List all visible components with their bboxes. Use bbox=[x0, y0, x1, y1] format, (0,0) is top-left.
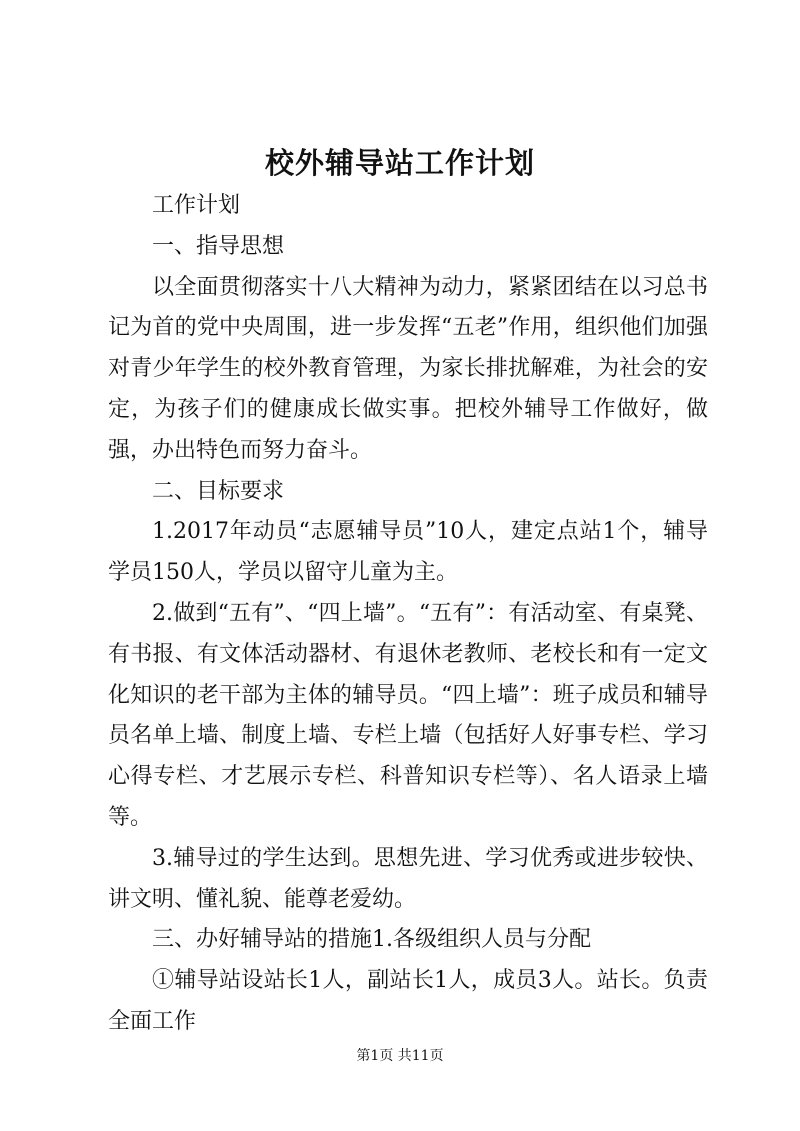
paragraph-guiding-ideology: 以全面贯彻落实十八大精神为动力，紧紧团结在以习总书记为首的党中央周围，进一步发挥“五老”作用，组织他们加强对青少年学生的校外教育管理，为家长排扰解难，为社会的安定，为孩子们的健康成长做实事。把校外辅导工作做好，做强，办出特色而努力奋斗。 bbox=[108, 274, 708, 463]
document-body bbox=[108, 186, 708, 1043]
section-heading-guiding-ideology: 一、指导思想 bbox=[152, 233, 285, 259]
paragraph-goal-3: 3.辅导过的学生达到。思想先进、学习优秀或进步较快、讲文明、懂礼貌、能尊老爱幼。 bbox=[108, 845, 708, 912]
paragraph-measure-1: ①辅导站设站长1人，副站长1人，成员3人。站长。负责全面工作 bbox=[108, 968, 708, 1034]
paragraph-goal-2: 2.做到“五有”、“四上墙”。“五有”：有活动室、有桌凳、有书报、有文体活动器材、有退休老教师、老校长和有一定文化知识的老干部为主体的辅导员。“四上墙”：班子成员和辅导员名单上墙、制度上墙、专栏上墙（包括好人好事专栏、学习心得专栏、才艺展示专栏、科普知识专栏等）、名人语录上墙等。 bbox=[108, 600, 708, 830]
document-title: 校外辅导站工作计划 bbox=[264, 146, 535, 180]
paragraph-goal-1: 1.2017年动员“志愿辅导员”10人，建定点站1个，辅导学员150人，学员以留守儿童为主。 bbox=[108, 519, 708, 586]
section-heading-measures: 三、办好辅导站的措施1.各级组织人员与分配 bbox=[152, 927, 591, 953]
section-heading-goals: 二、目标要求 bbox=[152, 478, 285, 504]
page-footer: 第1页 共11页 bbox=[356, 1048, 444, 1064]
paragraph-heading-plan: 工作计划 bbox=[152, 193, 241, 218]
